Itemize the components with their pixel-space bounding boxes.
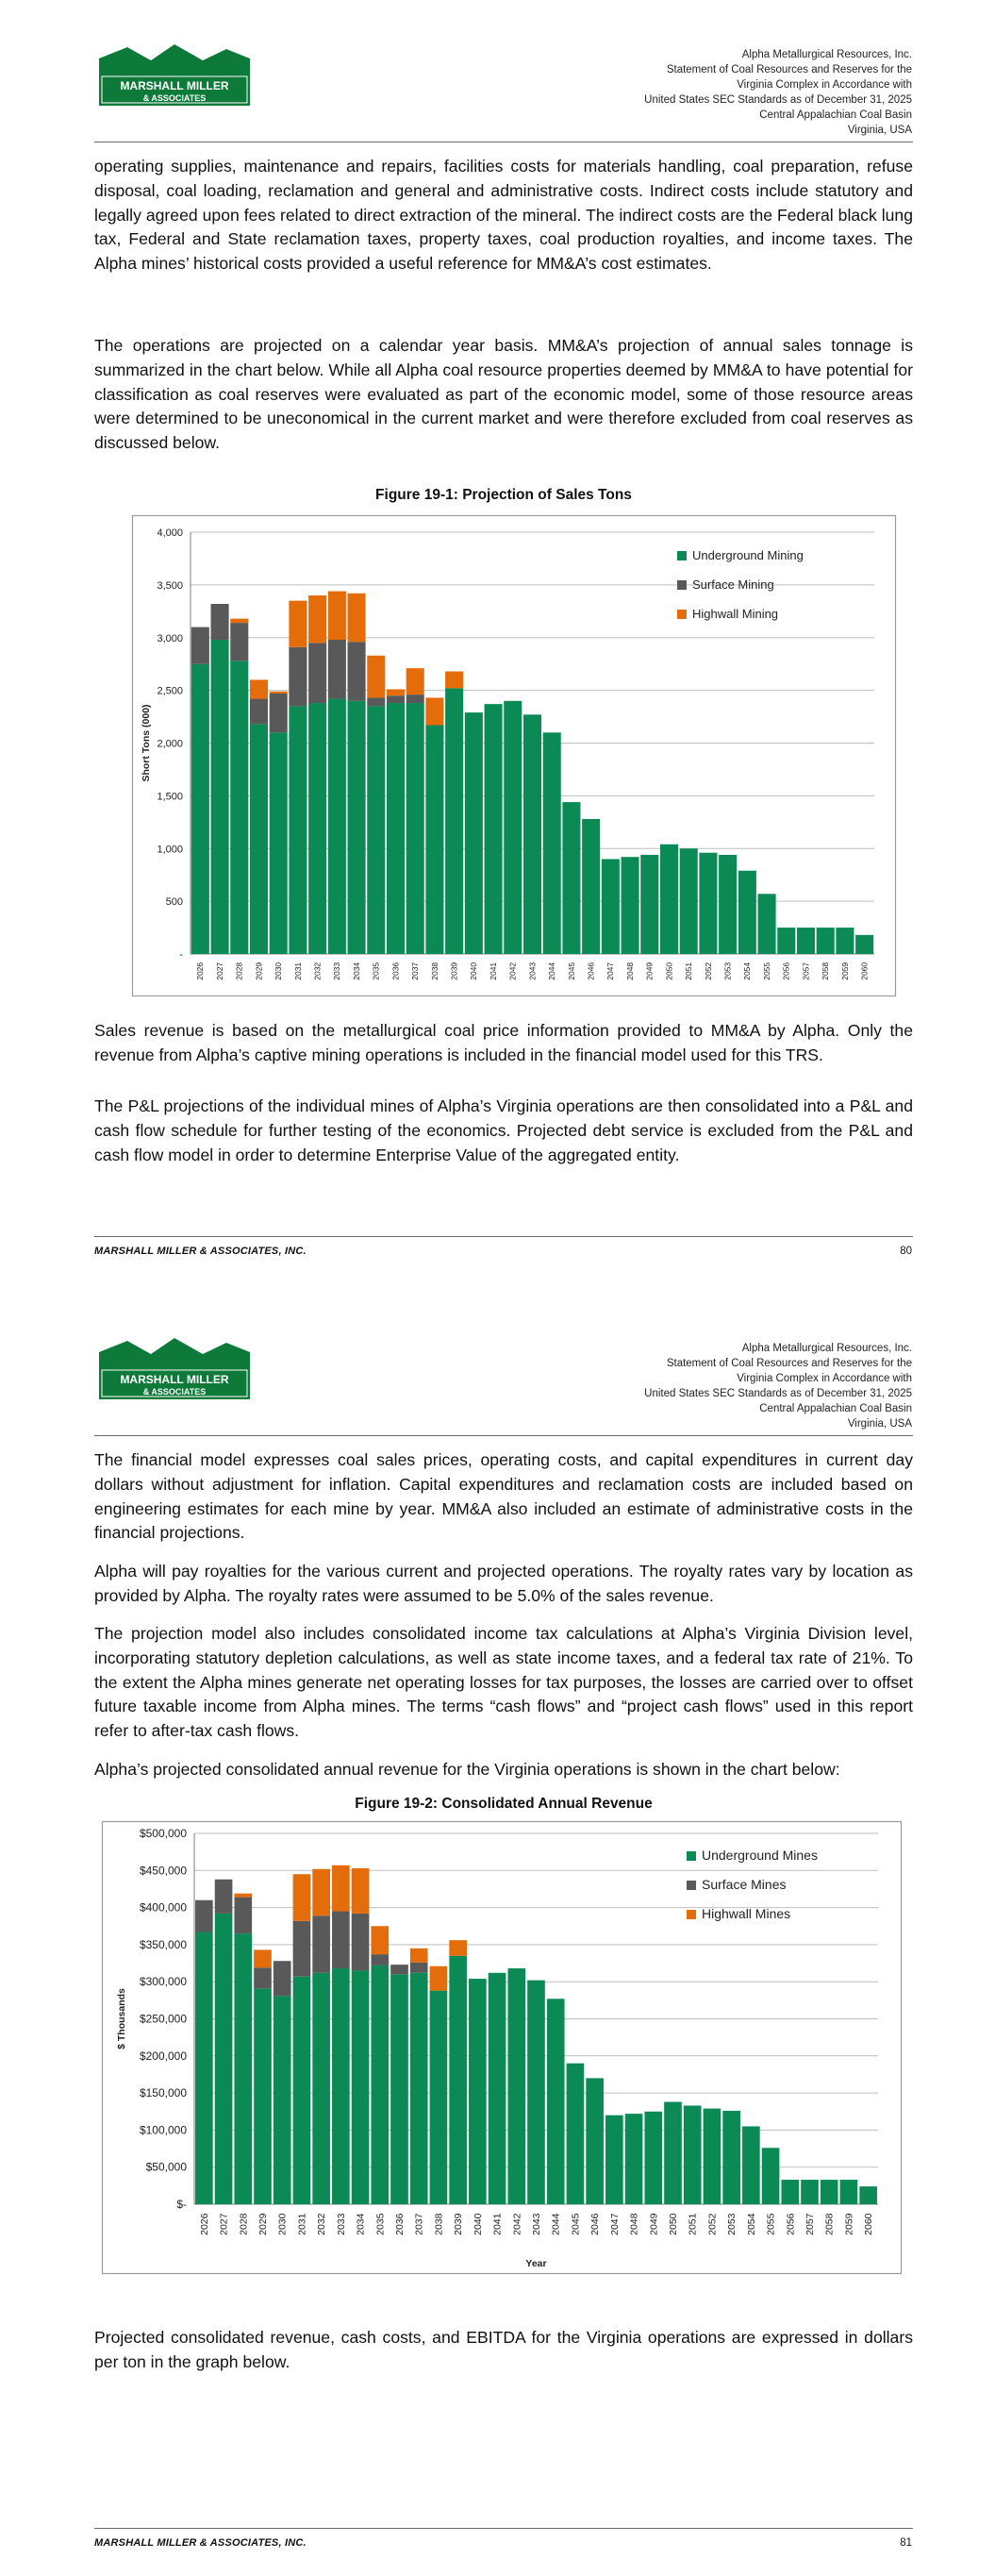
y-tick-label: 3,000 xyxy=(157,632,183,644)
x-tick-label: 2046 xyxy=(589,2213,602,2235)
x-tick-label: 2028 xyxy=(234,962,244,980)
bar-underground-mining xyxy=(523,714,541,954)
bar-underground-mining xyxy=(445,688,463,954)
paragraph: The projection model also includes consolidated income tax calculations at Alpha’s Virginia Division level, incorporating statutory depletion calculations, as well as state income taxes, and a federal tax rate of 21%. To the extent the Alpha mines generate net operating losses for tax purposes, the losses are carried over to offset future taxable income from Alpha mines. The terms “cash flows” and “project cash flows” used in this report refer to after-tax cash flows. xyxy=(94,1624,913,1741)
bar-underground-mining xyxy=(485,704,503,954)
bar-surface-mining xyxy=(250,699,268,725)
x-tick-label: 2040 xyxy=(472,2213,484,2235)
bar-highwall-mines xyxy=(410,1949,428,1963)
bar-highwall-mining xyxy=(348,594,366,642)
x-tick-label: 2053 xyxy=(726,2213,738,2235)
document-header xyxy=(644,1341,912,1431)
bar-highwall-mines xyxy=(352,1868,370,1914)
bar-surface-mining xyxy=(191,627,209,664)
bar-underground-mines xyxy=(722,2111,740,2204)
x-tick-label: 2035 xyxy=(371,962,381,980)
bar-underground-mines xyxy=(469,1979,487,2204)
bar-highwall-mines xyxy=(449,1940,467,1956)
footer-company: MARSHALL MILLER & ASSOCIATES, INC. xyxy=(94,2537,307,2549)
figure-title: Figure 19-2: Consolidated Annual Revenue xyxy=(355,1796,653,1812)
bar-underground-mining xyxy=(465,712,483,954)
paragraph: Alpha’s projected consolidated annual revenue for the Virginia operations is shown in the chart below: xyxy=(94,1760,840,1779)
y-tick-label: $250,000 xyxy=(139,2012,187,2026)
x-tick-label: 2049 xyxy=(644,962,655,980)
x-tick-label: 2032 xyxy=(312,962,323,980)
bar-surface-mines xyxy=(293,1921,311,1977)
x-tick-label: 2041 xyxy=(488,962,498,980)
x-tick-label: 2036 xyxy=(390,962,401,980)
header-line: Central Appalachian Coal Basin xyxy=(759,109,912,121)
x-tick-label: 2044 xyxy=(550,2213,562,2235)
bar-highwall-mining xyxy=(250,679,268,698)
bar-underground-mines xyxy=(410,1973,428,2204)
y-tick-label: 1,500 xyxy=(157,791,183,803)
legend-swatch xyxy=(677,551,687,560)
paragraph: The P&L projections of the individual mines of Alpha’s Virginia operations are then consolidated into a P&L and cash flow schedule for further testing of the economics. Projected debt service is excluded from the P&L and cash flow model in order to determine Enterprise Value of the aggregated entity. xyxy=(94,1096,913,1164)
bar-underground-mines xyxy=(352,1970,370,2204)
bar-underground-mines xyxy=(371,1965,389,2204)
bar-surface-mines xyxy=(195,1900,213,1932)
bar-underground-mining xyxy=(328,699,346,954)
header-line: Virginia, USA xyxy=(847,125,912,136)
x-tick-label: 2041 xyxy=(491,2213,504,2235)
figure-title: Figure 19-1: Projection of Sales Tons xyxy=(375,487,632,503)
x-tick-label: 2053 xyxy=(722,962,733,980)
bar-highwall-mines xyxy=(371,1926,389,1954)
legend-label: Surface Mines xyxy=(702,1877,787,1892)
x-tick-label: 2039 xyxy=(449,962,459,980)
legend-swatch xyxy=(687,1881,696,1890)
x-tick-label: 2051 xyxy=(687,2213,699,2235)
bar-underground-mines xyxy=(781,2180,799,2204)
y-tick-label: $200,000 xyxy=(139,2049,187,2063)
bar-underground-mining xyxy=(387,703,405,954)
bar-surface-mining xyxy=(367,697,385,706)
bar-underground-mining xyxy=(308,703,326,954)
footer-rule xyxy=(94,2528,913,2529)
bar-underground-mines xyxy=(547,1999,565,2204)
bar-underground-mining xyxy=(367,706,385,954)
x-tick-label: 2031 xyxy=(292,962,303,980)
bar-underground-mines xyxy=(215,1914,233,2204)
bar-surface-mines xyxy=(390,1965,408,1974)
bar-surface-mining xyxy=(230,623,248,661)
paragraph: The operations are projected on a calendar year basis. MM&A’s projection of annual sales tonnage is summarized in the chart below. While all Alpha coal resource properties deemed by MM&A to have potential for classification as coal reserves were evaluated as part of the economic model, some of those resource areas were determined to be uneconomical in the current market and were therefore excluded from coal reserves as discussed below. xyxy=(94,336,913,453)
x-tick-label: 2046 xyxy=(586,962,596,980)
bar-underground-mines xyxy=(762,2148,780,2204)
x-tick-label: 2038 xyxy=(429,962,439,980)
paragraph: operating supplies, maintenance and repairs, facilities costs for materials handling, coal preparation, refuse disposal, coal loading, reclamation and general and administrative costs. Indirect costs include statutory and legally agreed upon fees related to direct extraction of the mineral. The indirect costs are the Federal black lung tax, Federal and State reclamation taxes, property taxes, coal production royalties, and income taxes. The Alpha mines’ historical costs provided a useful reference for MM&A’s cost estimates. xyxy=(94,157,913,274)
x-tick-label: 2033 xyxy=(335,2213,347,2235)
bar-underground-mining xyxy=(406,703,424,954)
x-tick-label: 2055 xyxy=(761,962,771,980)
x-tick-label: 2059 xyxy=(839,962,850,980)
x-tick-label: 2026 xyxy=(198,2213,210,2235)
x-tick-label: 2057 xyxy=(801,962,811,980)
footer-company: MARSHALL MILLER & ASSOCIATES, INC. xyxy=(94,1246,307,1257)
x-tick-label: 2026 xyxy=(195,962,206,980)
x-tick-label: 2058 xyxy=(823,2213,836,2235)
bar-underground-mines xyxy=(567,2064,585,2204)
bar-surface-mines xyxy=(215,1880,233,1914)
header-line: Virginia Complex in Accordance with xyxy=(737,79,912,91)
bar-highwall-mines xyxy=(312,1869,330,1916)
header-line: Central Appalachian Coal Basin xyxy=(759,1403,912,1414)
bar-underground-mining xyxy=(250,724,268,954)
y-tick-label: 3,500 xyxy=(157,579,183,592)
bar-surface-mines xyxy=(371,1954,389,1965)
x-tick-label: 2052 xyxy=(706,2213,719,2235)
header-line: Alpha Metallurgical Resources, Inc. xyxy=(741,1343,912,1354)
bar-underground-mines xyxy=(430,1991,448,2204)
paragraph: Sales revenue is based on the metallurgical coal price information provided to MM&A by Alpha. Only the revenue from Alpha’s captive mining operations is included in the financial model used for this TRS. xyxy=(94,1021,913,1064)
y-tick-label: $300,000 xyxy=(139,1975,187,1989)
page-number: 81 xyxy=(900,2537,912,2549)
y-tick-label: 1,000 xyxy=(157,844,183,856)
bar-underground-mining xyxy=(836,928,854,954)
x-tick-label: 2058 xyxy=(821,962,831,980)
bar-underground-mining xyxy=(855,935,873,954)
x-tick-label: 2049 xyxy=(648,2213,660,2235)
header-line: Virginia Complex in Accordance with xyxy=(737,1373,912,1384)
bar-underground-mining xyxy=(543,732,561,954)
bar-underground-mining xyxy=(622,857,639,954)
legend-swatch xyxy=(687,1910,696,1919)
bar-underground-mines xyxy=(312,1973,330,2204)
x-tick-label: 2031 xyxy=(296,2213,308,2235)
logo-text-main: MARSHALL MILLER xyxy=(120,1373,229,1386)
x-tick-label: 2048 xyxy=(624,962,635,980)
bar-surface-mining xyxy=(308,643,326,703)
legend-swatch xyxy=(677,580,687,590)
bar-surface-mines xyxy=(312,1915,330,1973)
x-tick-label: 2060 xyxy=(859,962,870,980)
y-tick-label: $- xyxy=(176,2198,187,2211)
bar-highwall-mining xyxy=(230,619,248,623)
bar-highwall-mining xyxy=(270,692,288,694)
x-tick-label: 2043 xyxy=(527,962,538,980)
page-81 xyxy=(0,1307,995,2576)
bar-underground-mines xyxy=(625,2114,643,2204)
bar-underground-mines xyxy=(234,1933,252,2204)
x-tick-label: 2028 xyxy=(238,2213,250,2235)
y-tick-label: 2,000 xyxy=(157,738,183,750)
bar-underground-mines xyxy=(840,2180,858,2204)
bar-underground-mines xyxy=(605,2116,623,2204)
x-tick-label: 2040 xyxy=(469,962,479,980)
bar-surface-mining xyxy=(289,647,307,707)
x-tick-label: 2048 xyxy=(628,2213,640,2235)
company-logo xyxy=(99,1333,250,1399)
bar-underground-mining xyxy=(562,802,580,954)
bar-underground-mining xyxy=(680,848,698,954)
bar-underground-mining xyxy=(738,871,756,954)
bar-underground-mining xyxy=(270,732,288,954)
annual-revenue-chart xyxy=(102,1821,902,2274)
bar-underground-mines xyxy=(644,2112,662,2204)
x-tick-label: 2042 xyxy=(511,2213,523,2235)
x-tick-label: 2034 xyxy=(351,962,361,980)
header-line: Virginia, USA xyxy=(847,1418,912,1430)
bar-underground-mines xyxy=(859,2186,877,2204)
bar-underground-mining xyxy=(640,855,658,954)
x-tick-label: 2059 xyxy=(843,2213,855,2235)
x-tick-label: 2039 xyxy=(453,2213,465,2235)
bar-underground-mines xyxy=(507,1968,525,2204)
bar-underground-mining xyxy=(817,928,835,954)
bar-highwall-mines xyxy=(234,1894,252,1898)
bar-highwall-mining xyxy=(367,656,385,698)
x-tick-label: 2034 xyxy=(355,2213,367,2235)
bar-highwall-mines xyxy=(332,1865,350,1912)
bar-underground-mining xyxy=(758,894,776,954)
x-tick-label: 2032 xyxy=(316,2213,328,2235)
bar-underground-mining xyxy=(230,661,248,954)
bar-underground-mining xyxy=(425,726,443,954)
y-tick-label: $500,000 xyxy=(139,1827,187,1840)
x-tick-label: 2027 xyxy=(218,2213,230,2235)
x-tick-label: 2043 xyxy=(531,2213,542,2235)
bar-underground-mining xyxy=(660,845,678,954)
bar-surface-mines xyxy=(274,1961,291,1996)
x-tick-label: 2027 xyxy=(214,962,224,980)
legend-label: Surface Mining xyxy=(692,577,774,592)
legend-label: Underground Mining xyxy=(692,548,804,562)
bar-underground-mines xyxy=(489,1973,506,2204)
y-tick-label: - xyxy=(179,949,183,961)
bar-underground-mines xyxy=(586,2078,604,2204)
legend-label: Underground Mines xyxy=(702,1848,818,1863)
x-tick-label: 2029 xyxy=(254,962,264,980)
y-tick-label: 2,500 xyxy=(157,685,183,697)
bar-underground-mining xyxy=(719,855,737,954)
bar-underground-mining xyxy=(191,664,209,954)
y-tick-label: $150,000 xyxy=(139,2086,187,2100)
bar-underground-mines xyxy=(742,2126,760,2204)
header-line: United States SEC Standards as of December 31, 2025 xyxy=(644,1388,912,1399)
x-tick-label: 2036 xyxy=(394,2213,406,2235)
logo-text-sub: & ASSOCIATES xyxy=(142,1387,207,1397)
x-tick-label: 2037 xyxy=(413,2213,425,2235)
y-tick-label: 4,000 xyxy=(157,527,183,539)
bar-surface-mines xyxy=(254,1967,272,1988)
sales-tons-chart xyxy=(132,515,896,996)
bar-underground-mines xyxy=(821,2180,838,2204)
x-tick-label: 2051 xyxy=(684,962,694,980)
y-tick-label: $350,000 xyxy=(139,1937,187,1951)
x-axis-label: Year xyxy=(525,2258,547,2269)
x-tick-label: 2056 xyxy=(781,962,791,980)
x-tick-label: 2037 xyxy=(410,962,421,980)
x-tick-label: 2056 xyxy=(785,2213,797,2235)
header-line: Statement of Coal Resources and Reserves for the xyxy=(666,64,912,75)
x-tick-label: 2060 xyxy=(863,2213,875,2235)
bar-surface-mining xyxy=(270,694,288,732)
legend-label: Highwall Mining xyxy=(692,607,779,621)
bar-surface-mines xyxy=(234,1898,252,1934)
bar-surface-mining xyxy=(387,695,405,703)
paragraph: Alpha will pay royalties for the various current and projected operations. The royalty rates vary by location as provided by Alpha. The royalty rates were assumed to be 5.0% of the sales revenue. xyxy=(94,1562,913,1605)
legend-swatch xyxy=(677,610,687,619)
x-tick-label: 2047 xyxy=(605,962,616,980)
x-tick-label: 2050 xyxy=(664,962,674,980)
bar-underground-mines xyxy=(449,1956,467,2204)
bar-underground-mines xyxy=(664,2102,682,2204)
x-tick-label: 2047 xyxy=(608,2213,621,2235)
bar-underground-mining xyxy=(777,928,795,954)
bar-highwall-mining xyxy=(406,668,424,694)
header-line: United States SEC Standards as of December 31, 2025 xyxy=(644,94,912,106)
bar-underground-mining xyxy=(582,819,600,954)
header-line: Statement of Coal Resources and Reserves for the xyxy=(666,1358,912,1369)
bar-underground-mines xyxy=(195,1932,213,2204)
x-tick-label: 2030 xyxy=(274,962,284,980)
header-line: Alpha Metallurgical Resources, Inc. xyxy=(741,49,912,60)
bar-underground-mining xyxy=(602,859,620,954)
bar-highwall-mining xyxy=(445,672,463,689)
bar-highwall-mining xyxy=(328,592,346,640)
paragraph: Projected consolidated revenue, cash costs, and EBITDA for the Virginia operations are expressed in dollars per ton in the graph below. xyxy=(94,2328,913,2371)
bar-highwall-mines xyxy=(293,1874,311,1921)
bar-underground-mining xyxy=(797,928,815,954)
bar-underground-mines xyxy=(527,1981,545,2204)
legend-swatch xyxy=(687,1851,696,1861)
footer-rule xyxy=(94,1236,913,1237)
bar-surface-mining xyxy=(328,640,346,699)
y-tick-label: $450,000 xyxy=(139,1864,187,1878)
legend-label: Highwall Mines xyxy=(702,1906,791,1921)
bar-underground-mines xyxy=(390,1974,408,2204)
logo-text-main: MARSHALL MILLER xyxy=(120,79,229,92)
bar-underground-mining xyxy=(699,853,717,954)
page-number: 80 xyxy=(900,1246,912,1257)
bar-underground-mining xyxy=(211,640,229,954)
y-axis-label: Short Tons (000) xyxy=(141,704,152,782)
paragraph: The financial model expresses coal sales prices, operating costs, and capital expenditures in current day dollars without adjustment for inflation. Capital expenditures and reclamation costs are included based on engineering estimates for each mine by year. MM&A also included an estimate of administrative costs in the financial projections. xyxy=(94,1450,913,1543)
x-tick-label: 2042 xyxy=(507,962,518,980)
y-tick-label: $400,000 xyxy=(139,1900,187,1915)
bar-underground-mines xyxy=(332,1968,350,2204)
x-tick-label: 2045 xyxy=(570,2213,582,2235)
x-tick-label: 2057 xyxy=(804,2213,816,2235)
bar-underground-mines xyxy=(801,2180,819,2204)
bar-surface-mines xyxy=(332,1912,350,1969)
document-header xyxy=(644,47,912,138)
bar-underground-mines xyxy=(254,1988,272,2204)
bar-underground-mines xyxy=(293,1977,311,2204)
x-tick-label: 2055 xyxy=(765,2213,777,2235)
x-tick-label: 2052 xyxy=(703,962,713,980)
bar-highwall-mining xyxy=(425,697,443,725)
x-tick-label: 2044 xyxy=(547,962,557,980)
x-tick-label: 2029 xyxy=(257,2213,269,2235)
bar-highwall-mining xyxy=(308,595,326,643)
bar-underground-mines xyxy=(274,1996,291,2204)
bar-highwall-mines xyxy=(254,1949,272,1967)
x-tick-label: 2045 xyxy=(566,962,576,980)
bar-surface-mining xyxy=(211,604,229,640)
bar-surface-mines xyxy=(352,1914,370,1971)
bar-underground-mining xyxy=(348,701,366,954)
bar-surface-mining xyxy=(406,694,424,703)
company-logo xyxy=(99,40,250,106)
bar-highwall-mining xyxy=(387,690,405,696)
bar-highwall-mines xyxy=(430,1966,448,1991)
x-tick-label: 2030 xyxy=(276,2213,289,2235)
x-tick-label: 2035 xyxy=(374,2213,387,2235)
y-tick-label: $50,000 xyxy=(145,2160,187,2174)
logo-text-sub: & ASSOCIATES xyxy=(142,93,207,103)
x-tick-label: 2054 xyxy=(742,962,753,980)
y-tick-label: $100,000 xyxy=(139,2123,187,2137)
bar-underground-mining xyxy=(289,706,307,954)
y-tick-label: 500 xyxy=(165,896,183,909)
bar-highwall-mining xyxy=(289,601,307,647)
x-tick-label: 2033 xyxy=(332,962,342,980)
bar-underground-mining xyxy=(504,701,522,954)
x-tick-label: 2038 xyxy=(433,2213,445,2235)
x-tick-label: 2050 xyxy=(668,2213,679,2235)
bar-surface-mines xyxy=(410,1963,428,1973)
x-tick-label: 2054 xyxy=(745,2213,757,2235)
bar-underground-mines xyxy=(704,2109,721,2204)
bar-surface-mining xyxy=(348,642,366,701)
bar-underground-mines xyxy=(684,2105,702,2204)
y-axis-label: $ Thousands xyxy=(116,1988,127,2049)
header-rule xyxy=(94,1435,913,1436)
